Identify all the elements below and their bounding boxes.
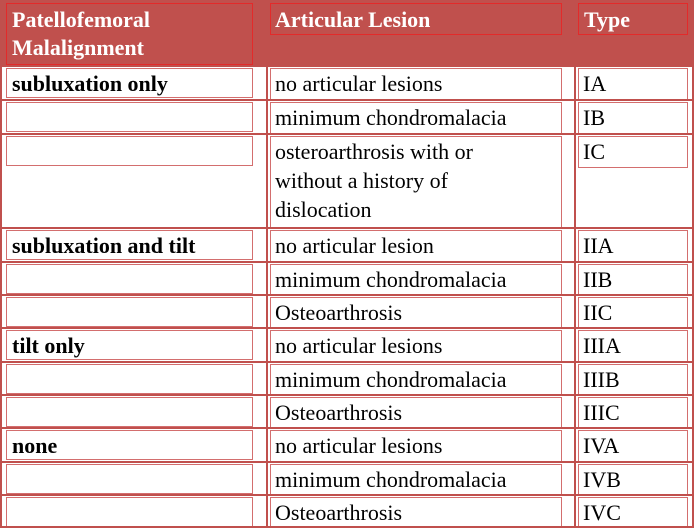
cell-malalignment bbox=[6, 497, 253, 527]
type-label: IIB bbox=[583, 267, 613, 292]
lesion-label: minimum chondromalacia bbox=[275, 467, 507, 492]
type-label: IVC bbox=[583, 500, 621, 525]
header-type: Type bbox=[584, 7, 631, 32]
malalignment-label: none bbox=[12, 433, 58, 458]
row-divider bbox=[0, 461, 694, 463]
row-divider bbox=[0, 327, 694, 329]
type-label: IIIB bbox=[583, 367, 620, 392]
row-divider bbox=[0, 133, 694, 135]
lesion-label: no articular lesions bbox=[275, 333, 443, 358]
row-divider bbox=[0, 227, 694, 229]
header-lesion: Articular Lesion bbox=[275, 7, 431, 32]
lesion-label: no articular lesions bbox=[275, 433, 443, 458]
type-label: IA bbox=[583, 71, 607, 96]
lesion-label: Osteoarthrosis bbox=[275, 300, 403, 325]
cell-malalignment bbox=[6, 364, 253, 394]
type-label: IIIA bbox=[583, 333, 621, 358]
table-left-border bbox=[0, 66, 2, 528]
row-divider bbox=[0, 427, 694, 429]
type-label: IIIC bbox=[583, 400, 620, 425]
type-label: IVA bbox=[583, 433, 620, 458]
lesion-label: Osteoarthrosis bbox=[275, 500, 403, 525]
type-label: IVB bbox=[583, 467, 621, 492]
cell-malalignment bbox=[6, 102, 253, 132]
lesion-label: minimum chondromalacia bbox=[275, 105, 507, 130]
row-divider bbox=[0, 99, 694, 101]
type-label: IC bbox=[583, 139, 605, 164]
cell-malalignment bbox=[6, 264, 253, 294]
column-divider bbox=[574, 66, 576, 528]
type-label: IIC bbox=[583, 300, 613, 325]
row-divider bbox=[0, 494, 694, 496]
lesion-label: osteroarthrosis with or without a history of dislocation bbox=[275, 139, 473, 222]
cell-malalignment bbox=[6, 464, 253, 494]
table-header bbox=[0, 0, 694, 66]
lesion-label: minimum chondromalacia bbox=[275, 367, 507, 392]
cell-malalignment bbox=[6, 136, 253, 166]
lesion-label: no articular lesion bbox=[275, 233, 434, 258]
header-malalignment: Patellofemoral Malalignment bbox=[12, 7, 151, 60]
malalignment-label: subluxation and tilt bbox=[12, 233, 196, 258]
type-label: IB bbox=[583, 105, 605, 130]
cell-malalignment bbox=[6, 397, 253, 427]
row-divider bbox=[0, 361, 694, 363]
lesion-label: minimum chondromalacia bbox=[275, 267, 507, 292]
cell-malalignment bbox=[6, 297, 253, 327]
lesion-label: Osteoarthrosis bbox=[275, 400, 403, 425]
row-divider bbox=[0, 394, 694, 396]
column-divider bbox=[266, 66, 268, 528]
row-divider bbox=[0, 65, 694, 67]
type-label: IIA bbox=[583, 233, 614, 258]
row-divider bbox=[0, 294, 694, 296]
malalignment-label: subluxation only bbox=[12, 71, 168, 96]
row-divider bbox=[0, 261, 694, 263]
malalignment-label: tilt only bbox=[12, 333, 85, 358]
lesion-label: no articular lesions bbox=[275, 71, 443, 96]
